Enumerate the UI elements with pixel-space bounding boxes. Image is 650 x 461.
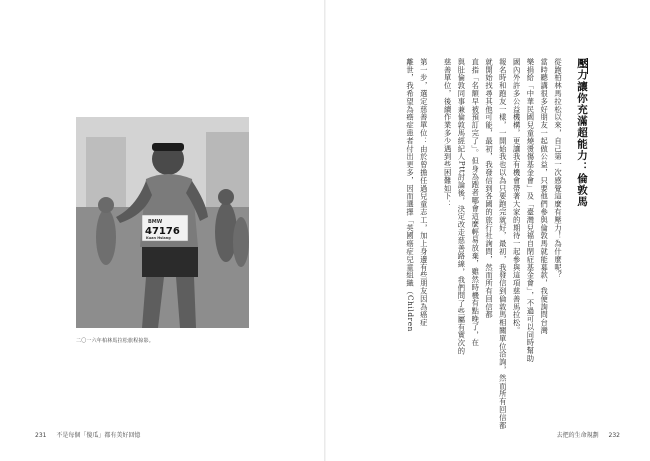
paragraph: 國內外許多公益機構，更讓我有機會帶著大家的期待一起參與這項慈善馬拉松。 bbox=[512, 58, 522, 335]
section-heading: 壓力讓你充滿超能力：倫敦馬 bbox=[576, 58, 588, 208]
paragraph: 就開始找尋其他可能，最初，我發信到各國的旅行社詢問，然而所有回信都 bbox=[485, 58, 495, 319]
page-gutter bbox=[324, 0, 326, 461]
runner-illustration bbox=[76, 117, 249, 328]
paragraph: 從跑柏林馬拉松以來，自己第一次感覺這麼有壓力！為什麼呢？ bbox=[554, 58, 563, 280]
bib-logo: BMW bbox=[148, 219, 163, 225]
paragraph: 報名時和跑友一樣，一開始我也以為只要跑完就好，最初，我發信到倫敦馬相關單位洽詢，然而所有回信都 bbox=[498, 58, 508, 430]
left-running-title: 不是每個「傻瓜」都有美好回憶 bbox=[56, 432, 141, 439]
right-running-title: 去把的生命規劃 bbox=[556, 432, 599, 439]
paragraph: 第一步，選定慈善單位：由於曾擔任過兒童志工，加上身邊有些朋友因為癌症 bbox=[419, 58, 429, 327]
marathon-photo bbox=[76, 117, 249, 328]
paragraph: 離世，我希望為癌症患者付出更多，因而選擇「英國癌症兒童組織（Children bbox=[406, 58, 416, 332]
bib-name: Kuan Hsiang bbox=[146, 236, 171, 240]
left-footer bbox=[35, 430, 140, 439]
paragraph: 慈善單位，後續作業多少遇到些困難如下： bbox=[443, 58, 453, 209]
bib-number: 47176 bbox=[145, 226, 180, 237]
paragraph: 當時聽講很多好朋友一起做公益，只要他們參與倫敦馬就能募款，我便詢問台灣 bbox=[540, 58, 550, 335]
photo-caption: 二〇一六年柏林馬拉松旅程掠影。 bbox=[76, 338, 155, 344]
right-page-number: 232 bbox=[608, 432, 620, 439]
paragraph: 樂捐給「中華民國兒童燒燙傷基金會」及「臺灣兒福自閉症基金會」，不過可以同時幫助 bbox=[526, 58, 536, 363]
paragraph: 直指「名額早被預訂完了」。但身為跑者哪會這麼輕易放棄，雖然時機有點晚了，在 bbox=[471, 58, 481, 347]
right-footer bbox=[557, 430, 620, 439]
body-text bbox=[383, 58, 565, 430]
paragraph: 與肚倫敦同事兼倫敦馬經紀人Ptt討論後，決定改走慈善路線，我們問了些屬有實次的 bbox=[457, 58, 467, 355]
left-page-number: 231 bbox=[35, 432, 47, 439]
